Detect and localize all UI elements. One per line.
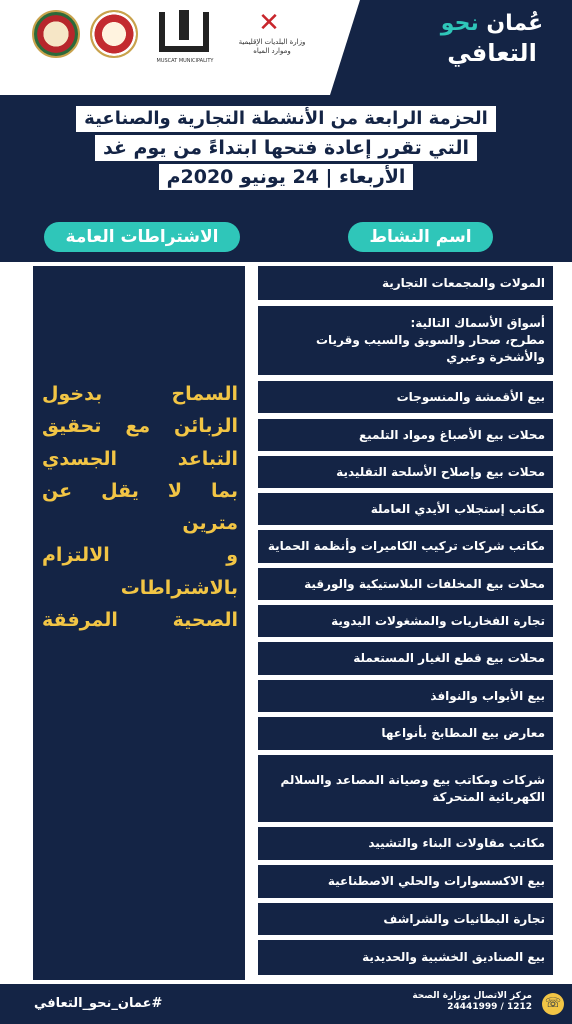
contact-line2: 1212 / 24441999 — [447, 1002, 532, 1012]
page-title — [0, 106, 572, 193]
activity-row-text: معارض بيع المطابخ بأنواعها — [381, 726, 545, 740]
activity-row — [258, 493, 553, 525]
activity-row — [258, 419, 553, 451]
activity-row-text: تجارة البطانيات والشراشف — [383, 911, 545, 926]
activity-row-text: بيع الاكسسوارات والحلي الاصطناعية — [327, 874, 545, 888]
brand-line1-a: عُمان — [478, 11, 544, 36]
activity-row-text: شركات ومكاتب بيع وصيانة المصاعد والسلالم — [280, 772, 545, 787]
title-line-1: الحزمة الرابعة من الأنشطة التجارية والصناعية — [76, 106, 496, 132]
activity-row — [258, 381, 553, 413]
activity-row-text: مطرح، صحار والسويق والسيب وقريات — [315, 333, 545, 347]
activity-row-text: بيع الأقمشة والمنسوجات — [396, 389, 545, 404]
activity-row — [258, 266, 553, 300]
conditions-line: مترين — [182, 512, 238, 535]
activity-row — [258, 568, 553, 600]
activity-name-header: اسم النشاط — [348, 222, 493, 252]
contact-info — [412, 991, 532, 1013]
brand-line2: التعافي — [447, 39, 537, 67]
contact-line1: مركز الاتصال بوزارة الصحة — [412, 991, 532, 1001]
emblem-logo-2 — [90, 10, 138, 58]
ministry-name-line1: وزارة البلديات الإقليمية — [238, 38, 306, 46]
brand-line1-b: نحو — [440, 11, 479, 36]
activity-row-text: محلات بيع الأصباغ ومواد التلميع — [358, 427, 545, 442]
activity-row-text: محلات بيع المخلفات البلاستيكية والورقية — [304, 576, 545, 591]
conditions-line: التباعد الجسدي — [42, 447, 238, 470]
activity-row-text: مكاتب مقاولات البناء والتشييد — [368, 836, 545, 850]
ministry-name — [236, 38, 308, 56]
conditions-line: و الالتزام — [42, 544, 238, 567]
activity-row-text: أسواق الأسماك التالية: — [410, 316, 545, 330]
ministry-name-line2: وموارد المياه — [253, 47, 291, 55]
activity-row-text: محلات بيع وإصلاح الأسلحة التقليدية — [336, 464, 545, 479]
campaign-brand — [432, 10, 552, 80]
activity-row-text: بيع الأبواب والنوافذ — [430, 688, 545, 703]
brand-line1 — [432, 10, 552, 38]
activity-row-text: الكهربائية المتحركة — [432, 789, 545, 804]
ministry-logo — [236, 8, 308, 68]
activity-row — [258, 530, 553, 563]
activity-row — [258, 903, 553, 935]
activity-row — [258, 827, 553, 860]
activity-row — [258, 865, 553, 898]
muscat-logo-mark — [159, 12, 209, 52]
activity-row-text: المولات والمجمعات التجارية — [381, 275, 545, 290]
activity-row — [258, 940, 553, 975]
activity-row — [258, 456, 553, 488]
muscat-logo-caption: MUSCAT MUNICIPALITY — [156, 58, 214, 64]
activity-row — [258, 605, 553, 637]
activity-row — [258, 306, 553, 375]
general-conditions-header: الاشتراطات العامة — [44, 222, 240, 252]
activity-row — [258, 717, 553, 750]
conditions-line: الصحية المرفقة — [42, 609, 238, 632]
conditions-line: السماح بدخول — [42, 383, 238, 405]
phone-icon: ☏ — [542, 993, 564, 1015]
conditions-text — [42, 378, 238, 636]
activity-row-text: تجارة الفخاريات والمشغولات اليدوية — [331, 613, 545, 628]
activity-row — [258, 680, 553, 712]
footer-hashtag: #عمان_نحو_التعافي — [34, 996, 163, 1011]
activity-row — [258, 642, 553, 675]
conditions-line: بالاشتراطات — [120, 576, 238, 599]
activity-row-text: محلات بيع قطع الغيار المستعملة — [353, 651, 545, 665]
activity-row — [258, 755, 553, 822]
activity-row-text: والأشخرة وعبري — [446, 350, 545, 364]
emblem-logo-1 — [32, 10, 80, 58]
conditions-line: الزبائن مع تحقيق — [42, 415, 238, 438]
title-line-2: التي تقرر إعادة فتحها ابتداءً من يوم غد — [95, 135, 477, 161]
conditions-line: بما لا يقل عن — [42, 479, 238, 502]
muscat-municipality-logo — [155, 8, 215, 68]
activity-row-text: مكاتب إستجلاب الأيدي العاملة — [370, 501, 545, 516]
activity-row-text: بيع الصناديق الخشبية والحديدية — [362, 950, 545, 964]
title-line-3: الأربعاء | 24 يونيو 2020م — [159, 164, 414, 190]
oman-emblem-icon: ✕ — [258, 8, 280, 38]
activity-row-text: مكاتب شركات تركيب الكاميرات وأنظمة الحماية — [267, 539, 545, 553]
